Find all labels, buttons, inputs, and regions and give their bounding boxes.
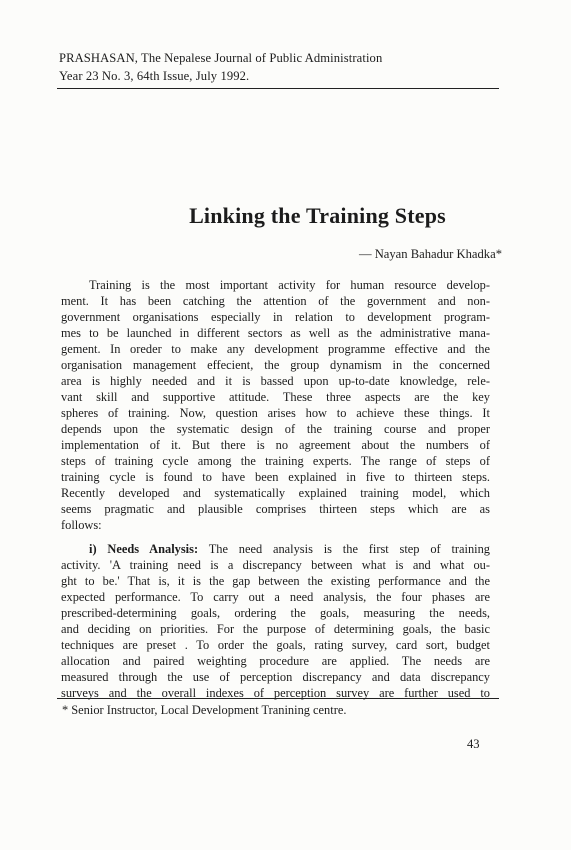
body-line: prescribed-determining goals, ordering the goals, measuring the needs, xyxy=(61,606,490,620)
body-line: activity. 'A training need is a discrepancy between what is and what ou- xyxy=(61,558,490,572)
body-line: Training is the most important activity for human resource develop- xyxy=(89,278,490,292)
paragraph-needs-analysis xyxy=(61,541,490,701)
journal-header xyxy=(59,49,499,85)
body-line: vant skill and supportive attitude. These three aspects are the key xyxy=(61,390,490,404)
section-heading-needs-analysis: i) Needs Analysis: xyxy=(89,542,199,556)
body-line: steps of training cycle among the training experts. The range of steps of xyxy=(61,454,490,468)
body-line: training cycle is found to have been explained in five to thirteen steps. xyxy=(61,470,490,484)
body-line: ght to be.' That is, it is the gap between the existing performance and the xyxy=(61,574,490,588)
body-line: spheres of training. Now, question arises how to achieve these things. It xyxy=(61,406,490,420)
body-line: area is highly needed and it is bassed upon up-to-date knowledge, rele- xyxy=(61,374,490,388)
body-line: surveys and the overall indexes of perception survey are further used to xyxy=(61,686,490,700)
footnote-rule xyxy=(57,698,499,699)
body-line: allocation and paired weighting procedure are applied. The needs are xyxy=(61,654,490,668)
body-line-rest: The need analysis is the first step of training xyxy=(208,542,490,556)
page-number: 43 xyxy=(467,737,480,751)
author-byline: — Nayan Bahadur Khadka* xyxy=(358,247,502,261)
body-line: government organisations especially in relation to development program- xyxy=(61,310,490,324)
body-line: ment. It has been catching the attention of the government and non- xyxy=(61,294,490,308)
body-line: expected performance. To carry out a need analysis, the four phases are xyxy=(61,590,490,604)
body-line: depends upon the systematic design of the training course and proper xyxy=(61,422,490,436)
body-line: seems pragmatic and plausible comprises thirteen steps which are as xyxy=(61,502,490,516)
journal-name: PRASHASAN, The Nepalese Journal of Public Administration xyxy=(59,51,383,65)
author-footnote: * Senior Instructor, Local Development Tranining centre. xyxy=(62,703,347,717)
body-line: organisation management effecient, the group dynamism in the concerned xyxy=(61,358,490,372)
body-line: and deciding on priorities. For the purpose of determining goals, the basic xyxy=(61,622,490,636)
body-line: follows: xyxy=(61,518,102,532)
body-line: implementation of it. But there is no agreement about the numbers of xyxy=(61,438,490,452)
body-line: techniques are preset . To order the goals, rating survey, card sort, budget xyxy=(61,638,490,652)
article-title: Linking the Training Steps xyxy=(189,203,446,228)
body-line: mes to be launched in different sectors as well as the administrative mana- xyxy=(61,326,490,340)
body-line: gement. In oreder to make any development programme effective and the xyxy=(61,342,490,356)
issue-info: Year 23 No. 3, 64th Issue, July 1992. xyxy=(59,69,250,83)
body-line: measured through the use of perception discrepancy and data discrepancy xyxy=(61,670,490,684)
body-line xyxy=(61,541,490,557)
header-rule xyxy=(57,88,499,89)
body-line: Recently developed and systematically explained training model, which xyxy=(61,486,490,500)
paragraph-intro xyxy=(61,277,490,533)
